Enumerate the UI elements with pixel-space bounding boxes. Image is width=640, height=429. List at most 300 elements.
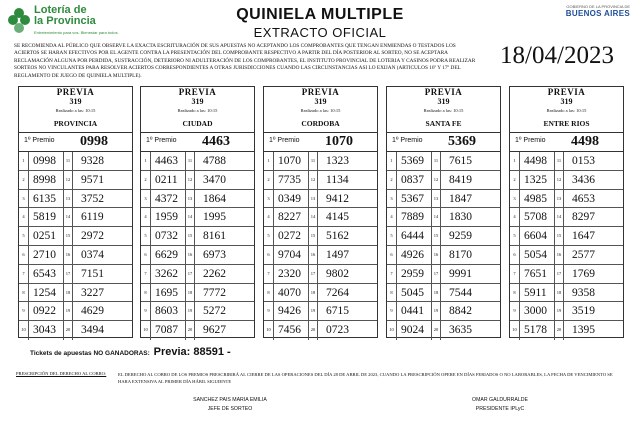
result-number: 3043: [33, 324, 56, 337]
result-number: 2972: [81, 230, 104, 243]
result-row: [510, 265, 623, 284]
result-number: 5911: [524, 286, 547, 299]
position-index: 9: [387, 302, 397, 321]
result-number: 9704: [278, 249, 301, 261]
sorteo-number: 319: [69, 97, 82, 106]
position-index: 4: [141, 208, 151, 227]
position-index: 10: [264, 321, 274, 340]
position-index: 13: [431, 190, 441, 209]
result-row: [141, 190, 254, 209]
position-index: 17: [431, 265, 441, 284]
result-number: 7087: [155, 324, 178, 337]
position-index: 4: [264, 208, 274, 227]
position-index: 17: [185, 265, 195, 284]
panel-ciudad: [140, 86, 255, 338]
premio-label: 1º Premio: [146, 137, 177, 144]
gov-logo-big: BUENOS AIRES: [565, 9, 630, 18]
result-row: [19, 171, 132, 190]
sorteo-number: 319: [191, 97, 204, 106]
premio-value: 0998: [80, 134, 108, 149]
result-number: 9412: [326, 192, 349, 205]
result-number: 3519: [572, 305, 595, 318]
result-number: 2262: [203, 267, 226, 280]
panel-santa-fe: [386, 86, 501, 338]
result-number: 3262: [155, 267, 178, 280]
premio-label: 1º Premio: [24, 137, 55, 144]
jurisdiccion-name: CORDOBA: [301, 119, 340, 128]
result-row: [264, 302, 377, 321]
result-row: [141, 246, 254, 265]
position-index: 14: [554, 208, 564, 227]
position-index: 11: [431, 152, 441, 171]
result-row: [387, 171, 500, 190]
result-row: [19, 190, 132, 209]
position-index: 19: [63, 302, 73, 321]
position-index: 19: [185, 302, 195, 321]
sorteo-name: PREVIA: [547, 87, 586, 97]
result-row: [387, 302, 500, 321]
signature-role: PRESIDENTE IPLyC: [475, 406, 525, 412]
result-number: 9259: [449, 230, 472, 243]
result-number: 6973: [203, 249, 226, 261]
jurisdiccion-name: SANTA FE: [425, 119, 462, 128]
result-row: [141, 284, 254, 303]
result-number: 1395: [572, 324, 595, 337]
jurisdiccion-name: CIUDAD: [182, 119, 213, 128]
result-number: 2710: [33, 249, 56, 261]
realizado-time: Realizado a las: 10:15: [300, 108, 341, 113]
result-number: 7772: [203, 286, 226, 299]
position-index: 11: [63, 152, 73, 171]
result-row: [19, 265, 132, 284]
position-index: 18: [308, 284, 318, 303]
result-row: [141, 321, 254, 340]
position-index: 15: [554, 227, 564, 246]
result-number: 4629: [81, 305, 104, 318]
page-title: QUINIELA MULTIPLE: [236, 6, 404, 23]
result-number: 4653: [572, 192, 595, 205]
signature-name: SANCHEZ PAIS MARIA EMILIA: [193, 397, 267, 403]
position-index: 7: [141, 265, 151, 284]
primer-premio: [510, 132, 623, 152]
position-index: 20: [308, 321, 318, 340]
position-index: 8: [19, 284, 29, 303]
position-index: 8: [510, 284, 520, 303]
result-number: 7651: [524, 267, 547, 280]
logo-line-2: la Provincia: [34, 14, 96, 27]
position-index: 3: [141, 190, 151, 209]
result-number: 6629: [155, 249, 178, 261]
position-index: 12: [185, 171, 195, 190]
result-number: 2320: [278, 267, 301, 280]
position-index: 19: [431, 302, 441, 321]
result-number: 4788: [203, 155, 226, 167]
results-list: [141, 152, 254, 340]
result-row: [387, 321, 500, 340]
position-index: 12: [431, 171, 441, 190]
primer-premio: [19, 132, 132, 152]
position-index: 1: [264, 152, 274, 171]
panel-entre-rios: [509, 86, 624, 338]
position-index: 3: [19, 190, 29, 209]
result-number: 6604: [524, 230, 547, 243]
result-number: 7615: [449, 155, 472, 167]
result-row: [387, 265, 500, 284]
result-row: [387, 246, 500, 265]
position-index: 13: [63, 190, 73, 209]
realizado-time: Realizado a las: 10:15: [423, 108, 464, 113]
result-row: [387, 152, 500, 171]
position-index: 15: [185, 227, 195, 246]
sorteo-name: PREVIA: [178, 87, 217, 97]
result-number: 1647: [572, 230, 595, 243]
position-index: 19: [308, 302, 318, 321]
result-number: 3470: [203, 173, 226, 186]
position-index: 15: [431, 227, 441, 246]
signature-block-1: [150, 396, 310, 414]
result-number: 9571: [81, 173, 104, 186]
header: [0, 0, 640, 42]
sorteo-name: PREVIA: [56, 87, 95, 97]
result-number: 0251: [33, 230, 56, 243]
tickets-value: Previa: 88591 -: [153, 346, 231, 358]
result-row: [510, 321, 623, 340]
position-index: 18: [554, 284, 564, 303]
result-row: [387, 190, 500, 209]
result-row: [387, 227, 500, 246]
result-number: 1769: [572, 267, 595, 280]
position-index: 5: [141, 227, 151, 246]
result-number: 9358: [572, 286, 595, 299]
result-row: [141, 265, 254, 284]
primer-premio: [141, 132, 254, 152]
result-number: 8161: [203, 230, 226, 243]
result-number: 8419: [449, 173, 472, 186]
position-index: 2: [141, 171, 151, 190]
position-index: 12: [63, 171, 73, 190]
result-number: 9328: [81, 155, 104, 167]
result-number: 7264: [326, 286, 349, 299]
result-row: [264, 246, 377, 265]
position-index: 4: [510, 208, 520, 227]
signature-role: JEFE DE SORTEO: [207, 406, 253, 412]
position-index: 16: [431, 246, 441, 265]
result-row: [264, 227, 377, 246]
result-number: 0349: [278, 192, 301, 205]
signature-name: OMAR GALDURRALDE: [472, 397, 528, 403]
results-list: [264, 152, 377, 340]
result-row: [510, 227, 623, 246]
result-number: 1959: [155, 211, 178, 224]
position-index: 7: [19, 265, 29, 284]
premio-label: 1º Premio: [392, 137, 423, 144]
position-index: 14: [308, 208, 318, 227]
position-index: 15: [308, 227, 318, 246]
result-row: [19, 321, 132, 340]
position-index: 6: [387, 246, 397, 265]
tickets-label: Tickets de apuestas NO GANADORAS:: [30, 350, 150, 357]
result-number: 0998: [33, 155, 56, 167]
result-number: 5178: [524, 324, 547, 337]
position-index: 14: [63, 208, 73, 227]
position-index: 6: [510, 246, 520, 265]
position-index: 13: [554, 190, 564, 209]
result-number: 3494: [81, 324, 104, 337]
result-row: [264, 152, 377, 171]
results-list: [387, 152, 500, 340]
position-index: 7: [387, 265, 397, 284]
result-number: 8603: [155, 305, 178, 318]
position-index: 1: [387, 152, 397, 171]
position-index: 16: [63, 246, 73, 265]
position-index: 16: [554, 246, 564, 265]
position-index: 4: [387, 208, 397, 227]
sorteo-number: 319: [314, 97, 327, 106]
result-number: 9426: [278, 305, 301, 318]
position-index: 9: [141, 302, 151, 321]
result-row: [141, 227, 254, 246]
result-row: [264, 208, 377, 227]
position-index: 14: [431, 208, 441, 227]
position-index: 6: [19, 246, 29, 265]
result-number: 5272: [203, 305, 226, 318]
position-index: 4: [19, 208, 29, 227]
result-number: 1254: [33, 286, 56, 299]
result-number: 4926: [401, 249, 424, 261]
result-row: [264, 190, 377, 209]
gov-logo: [530, 4, 630, 18]
premio-value: 4463: [202, 134, 230, 149]
tickets-no-ganadoras: [30, 346, 231, 358]
sorteo-number: 319: [437, 97, 450, 106]
result-number: 9991: [449, 267, 472, 280]
result-number: 2959: [401, 267, 424, 280]
result-number: 9802: [326, 267, 349, 280]
result-number: 4985: [524, 192, 547, 205]
result-number: 1695: [155, 286, 178, 299]
position-index: 2: [264, 171, 274, 190]
position-index: 8: [264, 284, 274, 303]
position-index: 11: [554, 152, 564, 171]
result-row: [510, 152, 623, 171]
position-index: 9: [19, 302, 29, 321]
position-index: 7: [264, 265, 274, 284]
result-number: 3436: [572, 173, 595, 186]
result-number: 9627: [203, 324, 226, 337]
result-number: 0922: [33, 305, 56, 318]
result-number: 8842: [449, 305, 472, 318]
result-number: 3227: [81, 286, 104, 299]
result-number: 8297: [572, 211, 595, 224]
result-row: [510, 302, 623, 321]
result-number: 0211: [155, 173, 178, 186]
result-number: 0837: [401, 173, 424, 186]
position-index: 5: [510, 227, 520, 246]
signature-block-2: [420, 396, 580, 414]
position-index: 14: [185, 208, 195, 227]
draw-date: 18/04/2023: [500, 42, 614, 69]
sorteo-name: PREVIA: [424, 87, 463, 97]
position-index: 2: [19, 171, 29, 190]
sorteo-name: PREVIA: [301, 87, 340, 97]
result-row: [19, 284, 132, 303]
position-index: 9: [510, 302, 520, 321]
result-number: 0153: [572, 155, 595, 167]
position-index: 9: [264, 302, 274, 321]
result-number: 4145: [326, 211, 349, 224]
sorteo-number: 319: [560, 97, 573, 106]
result-number: 6715: [326, 305, 349, 318]
prescripcion-label: PRESCRIPCIÓN DEL DERECHO AL COBRO:: [16, 371, 107, 376]
result-row: [510, 208, 623, 227]
result-row: [264, 171, 377, 190]
result-number: 1497: [326, 249, 349, 261]
result-number: 0441: [401, 305, 424, 318]
position-index: 1: [510, 152, 520, 171]
result-row: [19, 302, 132, 321]
result-number: 1325: [524, 173, 547, 186]
page-subtitle: EXTRACTO OFICIAL: [253, 25, 387, 40]
position-index: 5: [387, 227, 397, 246]
result-number: 5162: [326, 230, 349, 243]
result-number: 2577: [572, 249, 595, 261]
position-index: 17: [554, 265, 564, 284]
position-index: 17: [308, 265, 318, 284]
result-row: [264, 321, 377, 340]
result-number: 3752: [81, 192, 104, 205]
result-row: [141, 302, 254, 321]
position-index: 2: [387, 171, 397, 190]
result-row: [141, 208, 254, 227]
result-number: 3000: [524, 305, 547, 318]
result-number: 0732: [155, 230, 178, 243]
primer-premio: [264, 132, 377, 152]
result-row: [141, 152, 254, 171]
position-index: 1: [141, 152, 151, 171]
result-number: 6444: [401, 230, 424, 243]
position-index: 11: [185, 152, 195, 171]
result-row: [19, 152, 132, 171]
result-number: 5369: [401, 155, 424, 167]
result-number: 1323: [326, 155, 349, 167]
position-index: 10: [141, 321, 151, 340]
position-index: 3: [510, 190, 520, 209]
result-number: 5708: [524, 211, 547, 224]
result-number: 5045: [401, 286, 424, 299]
result-row: [510, 190, 623, 209]
result-number: 7889: [401, 211, 424, 224]
result-row: [141, 171, 254, 190]
result-row: [510, 284, 623, 303]
panel-cordoba: [263, 86, 378, 338]
realizado-time: Realizado a las: 10:15: [546, 108, 587, 113]
position-index: 18: [431, 284, 441, 303]
result-row: [387, 284, 500, 303]
result-row: [19, 246, 132, 265]
realizado-time: Realizado a las: 10:15: [177, 108, 218, 113]
result-number: 8227: [278, 211, 301, 224]
result-number: 4372: [155, 192, 178, 205]
result-number: 5054: [524, 249, 547, 261]
result-number: 1847: [449, 192, 472, 205]
position-index: 15: [63, 227, 73, 246]
prescripcion-text: EL DERECHO AL COBRO DE LOS PREMIOS PRESCRIBIRÁ AL CIERRE DE LAS OPERACIONES DEL DÍA 28 DE ABRIL DE 2023, CUANDO LA PRESCRIPCIÓN OPERE EN DÍAS FERIADOS O NO LABORABLES, LA FECHA DE VENCIMIENTO SE HARA EXTENSIVA AL PRIMER DÍA HÁBIL SIGUIENTE: [118, 372, 613, 384]
results-panels: [18, 86, 624, 338]
result-row: [19, 208, 132, 227]
position-index: 5: [19, 227, 29, 246]
position-index: 20: [431, 321, 441, 340]
position-index: 11: [308, 152, 318, 171]
result-number: 0723: [326, 324, 349, 337]
result-number: 8170: [449, 249, 472, 261]
result-number: 4463: [155, 155, 178, 167]
position-index: 7: [510, 265, 520, 284]
position-index: 16: [185, 246, 195, 265]
result-number: 1134: [326, 173, 349, 186]
position-index: 8: [141, 284, 151, 303]
position-index: 6: [141, 246, 151, 265]
position-index: 6: [264, 246, 274, 265]
gov-logo-small: GOBIERNO DE LA PROVINCIA DE: [566, 4, 630, 9]
result-number: 1995: [203, 211, 226, 224]
premio-value: 4498: [571, 134, 599, 149]
result-row: [387, 208, 500, 227]
primer-premio: [387, 132, 500, 152]
position-index: 1: [19, 152, 29, 171]
results-list: [19, 152, 132, 340]
result-number: 7735: [278, 173, 301, 186]
notice-text: SE RECOMIENDA AL PÚBLICO QUE OBSERVE LA EXACTA ESCRITURACIÓN DE SUS APUESTAS NO ACEPTANDO LOS COMPROBANTES QUE TENGAN ENMIENDAS O TESTADOS LOS ACIERTOS SE HARAN EFECTIVOS POR EL AGENTE CONTRA LA PRESENTACIÓN DEL COMPROBANTE RESPECTIVO A PARTIR DEL DÍA POSTERIOR AL SORTEO, NO SE ACEPTARA RECLAMACIÓN ALGUNA POR PERDIDA, SUSTRACCIÓN, DETERIORO NI ADULTERACIÓN DE LOS COMPROBANTES, EL INSTITUTO PROVINCIAL DE LOTERIA Y CASINOS PODRA REALIZAR SORTEOS NO VINCULANTES PARA RESOLVER ACIERTOS CORRESPONDIENTES A OTRAS JURISDICCIONES CUANDO LAS CIRCUNSTANCIAS ASI LO EXIJAN (ARTICULOS 16º Y 17º DEL REGLAMENTO DE JUEGO DE QUINIELA MULTIPLE).: [14, 43, 476, 79]
result-number: 7151: [81, 267, 104, 280]
result-number: 5819: [33, 211, 56, 224]
position-index: 20: [554, 321, 564, 340]
results-list: [510, 152, 623, 340]
result-row: [510, 171, 623, 190]
position-index: 12: [308, 171, 318, 190]
position-index: 19: [554, 302, 564, 321]
realizado-time: Realizado a las: 10:15: [55, 108, 96, 113]
position-index: 18: [185, 284, 195, 303]
jurisdiccion-name: ENTRE RIOS: [543, 119, 590, 128]
premio-value: 5369: [448, 134, 476, 149]
position-index: 8: [387, 284, 397, 303]
result-number: 9024: [401, 324, 424, 337]
result-number: 4070: [278, 286, 301, 299]
position-index: 18: [63, 284, 73, 303]
result-row: [19, 227, 132, 246]
result-number: 1864: [203, 192, 226, 205]
result-number: 6119: [81, 211, 104, 224]
position-index: 12: [554, 171, 564, 190]
position-index: 20: [185, 321, 195, 340]
position-index: 16: [308, 246, 318, 265]
premio-label: 1º Premio: [269, 137, 300, 144]
position-index: 10: [387, 321, 397, 340]
result-number: 4498: [524, 155, 547, 167]
result-number: 6135: [33, 192, 56, 205]
position-index: 5: [264, 227, 274, 246]
position-index: 3: [264, 190, 274, 209]
premio-value: 1070: [325, 134, 353, 149]
position-index: 2: [510, 171, 520, 190]
jurisdiccion-name: PROVINCIA: [53, 119, 98, 128]
result-number: 1830: [449, 211, 472, 224]
result-number: 7544: [449, 286, 472, 299]
position-index: 10: [19, 321, 29, 340]
position-index: 10: [510, 321, 520, 340]
position-index: 13: [185, 190, 195, 209]
position-index: 3: [387, 190, 397, 209]
